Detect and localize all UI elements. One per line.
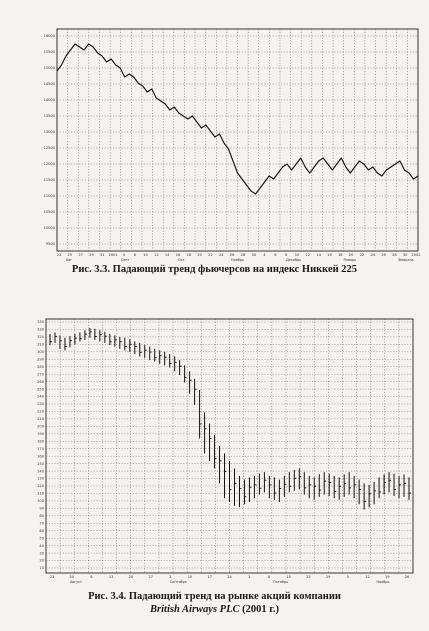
x-tick-label: 18 (186, 253, 192, 257)
y-tick-label: 11000 (43, 194, 55, 199)
y-tick-label: 11500 (43, 178, 55, 183)
y-tick-label: 140 (37, 469, 44, 474)
x-tick-label: 2001 (108, 253, 118, 257)
y-tick-label: 14000 (43, 98, 55, 103)
x-tick-label: 29 (89, 253, 94, 257)
x-tick-label: 26 (404, 575, 410, 579)
x-tick-label: 24 (370, 253, 376, 257)
x-tick-label: 8 (133, 253, 136, 257)
x-month-label: Январь (343, 258, 357, 262)
y-tick-label: 15500 (43, 50, 55, 55)
figure-caption-british-airways (0, 590, 429, 616)
y-tick-label: 335 (37, 320, 44, 325)
y-tick-label: 260 (37, 379, 44, 384)
x-tick-label: 30 (402, 253, 408, 257)
nikkei-chart (0, 0, 429, 262)
y-tick-label: 60 (39, 528, 44, 533)
caption-company-name: British Airways PLC (150, 604, 240, 615)
x-month-label: Ноябрь (231, 258, 244, 262)
y-tick-label: 50 (39, 536, 44, 541)
x-month-label: Декабрь (286, 258, 302, 262)
x-month-label: Авг (65, 258, 73, 262)
british-airways-chart (0, 305, 429, 587)
y-tick-label: 180 (37, 439, 44, 444)
y-tick-label: 240 (37, 394, 44, 399)
x-tick-label: 3 (169, 575, 172, 579)
x-month-label: Октябрь (273, 580, 289, 584)
x-tick-label: 2002 (411, 253, 421, 257)
x-tick-label: 26 (229, 253, 235, 257)
x-tick-label: 22 (359, 253, 365, 257)
x-tick-label: 18 (337, 253, 343, 257)
y-tick-label: 130 (37, 476, 44, 481)
y-tick-label: 40 (39, 543, 44, 548)
x-month-label: Февраль (398, 258, 414, 262)
x-month-label: Август (70, 580, 82, 584)
y-tick-label: 80 (39, 514, 44, 519)
x-month-label: Сент (120, 258, 130, 262)
figure-british-airways (0, 305, 429, 631)
x-tick-label: 14 (164, 253, 170, 257)
y-tick-label: 250 (37, 387, 44, 392)
figure-caption-nikkei: Рис. 3.3. Падающий тренд фьючерсов на индекс Никкей 225 (71, 264, 358, 275)
y-tick-label: 16000 (43, 34, 55, 39)
x-tick-label: 13 (108, 575, 114, 579)
y-tick-label: 200 (37, 424, 44, 429)
y-tick-label: 13500 (43, 114, 55, 119)
figure-nikkei (0, 0, 429, 300)
x-tick-label: 20 (197, 253, 202, 257)
y-tick-label: 9500 (45, 242, 55, 247)
x-tick-label: 10 (294, 253, 300, 257)
y-tick-label: 14500 (43, 82, 55, 87)
x-tick-label: 5 (346, 575, 349, 579)
x-tick-label: 17 (207, 575, 213, 579)
x-tick-label: 12 (305, 253, 311, 257)
y-tick-label: 160 (37, 454, 44, 459)
x-tick-label: 30 (251, 253, 257, 257)
y-tick-label: 290 (37, 357, 44, 362)
y-tick-label: 12500 (43, 146, 55, 151)
y-tick-label: 170 (37, 446, 44, 451)
y-tick-label: 100 (37, 499, 44, 504)
x-tick-label: 12 (365, 575, 370, 579)
caption-line-1: Рис. 3.4. Падающий тренд на рынке акций компании (88, 591, 341, 602)
y-tick-label: 230 (37, 402, 44, 407)
x-tick-label: 27 (148, 575, 153, 579)
y-tick-label: 320 (37, 335, 44, 340)
x-tick-label: 15 (286, 575, 291, 579)
x-tick-label: 10 (187, 575, 193, 579)
x-tick-label: 22 (208, 253, 213, 257)
y-tick-label: 10000 (43, 226, 55, 231)
y-tick-label: 20 (39, 558, 44, 563)
x-tick-label: 23 (56, 253, 62, 257)
x-tick-label: 4 (122, 253, 126, 257)
y-tick-label: 190 (37, 432, 44, 437)
x-tick-label: 16 (175, 253, 181, 257)
x-tick-label: 30 (69, 575, 75, 579)
x-tick-label: 23 (49, 575, 55, 579)
y-tick-label: 280 (37, 364, 44, 369)
x-tick-label: 24 (218, 253, 224, 257)
x-tick-label: 6 (90, 575, 93, 579)
x-tick-label: 10 (143, 253, 148, 257)
y-tick-label: 120 (37, 484, 44, 489)
x-month-label: Окт (177, 258, 185, 262)
x-tick-label: 22 (306, 575, 311, 579)
x-tick-label: 14 (316, 253, 321, 257)
x-tick-label: 16 (327, 253, 332, 257)
y-tick-label: 310 (37, 342, 44, 347)
x-tick-label: 8 (267, 575, 271, 579)
x-tick-label: 28 (240, 253, 246, 257)
y-tick-label: 220 (37, 409, 44, 414)
x-tick-label: 4 (263, 253, 266, 257)
x-tick-label: 8 (285, 253, 288, 257)
x-month-label: Ноябрь (376, 580, 390, 584)
x-month-label: Сентябрь (169, 580, 187, 584)
y-tick-label: 270 (37, 372, 44, 377)
y-tick-label: 90 (39, 506, 44, 511)
x-tick-label: 29 (325, 575, 331, 579)
x-tick-label: 27 (78, 253, 83, 257)
y-tick-label: 10 (39, 566, 44, 571)
y-tick-label: 13000 (43, 130, 55, 135)
y-tick-label: 12000 (43, 162, 55, 167)
x-tick-label: 12 (154, 253, 159, 257)
y-tick-label: 110 (37, 491, 44, 496)
x-tick-label: 25 (67, 253, 73, 257)
y-tick-label: 300 (37, 350, 44, 355)
x-tick-label: 31 (99, 253, 105, 257)
y-tick-label: 150 (37, 461, 44, 466)
x-tick-label: 1 (248, 575, 251, 579)
y-tick-label: 30 (39, 551, 44, 556)
y-tick-label: 210 (37, 417, 44, 422)
y-tick-label: 10500 (43, 210, 55, 215)
x-tick-label: 24 (227, 575, 232, 579)
x-tick-label: 19 (384, 575, 390, 579)
x-tick-label: 6 (274, 253, 277, 257)
y-tick-label: 70 (39, 521, 44, 526)
x-tick-label: 28 (392, 253, 397, 257)
caption-year: (2001 г.) (239, 604, 279, 615)
x-tick-label: 20 (128, 575, 134, 579)
y-tick-label: 330 (37, 327, 44, 332)
x-tick-label: 26 (381, 253, 386, 257)
x-tick-label: 20 (348, 253, 354, 257)
caption-line-2 (0, 603, 429, 616)
y-tick-label: 15000 (43, 66, 55, 71)
